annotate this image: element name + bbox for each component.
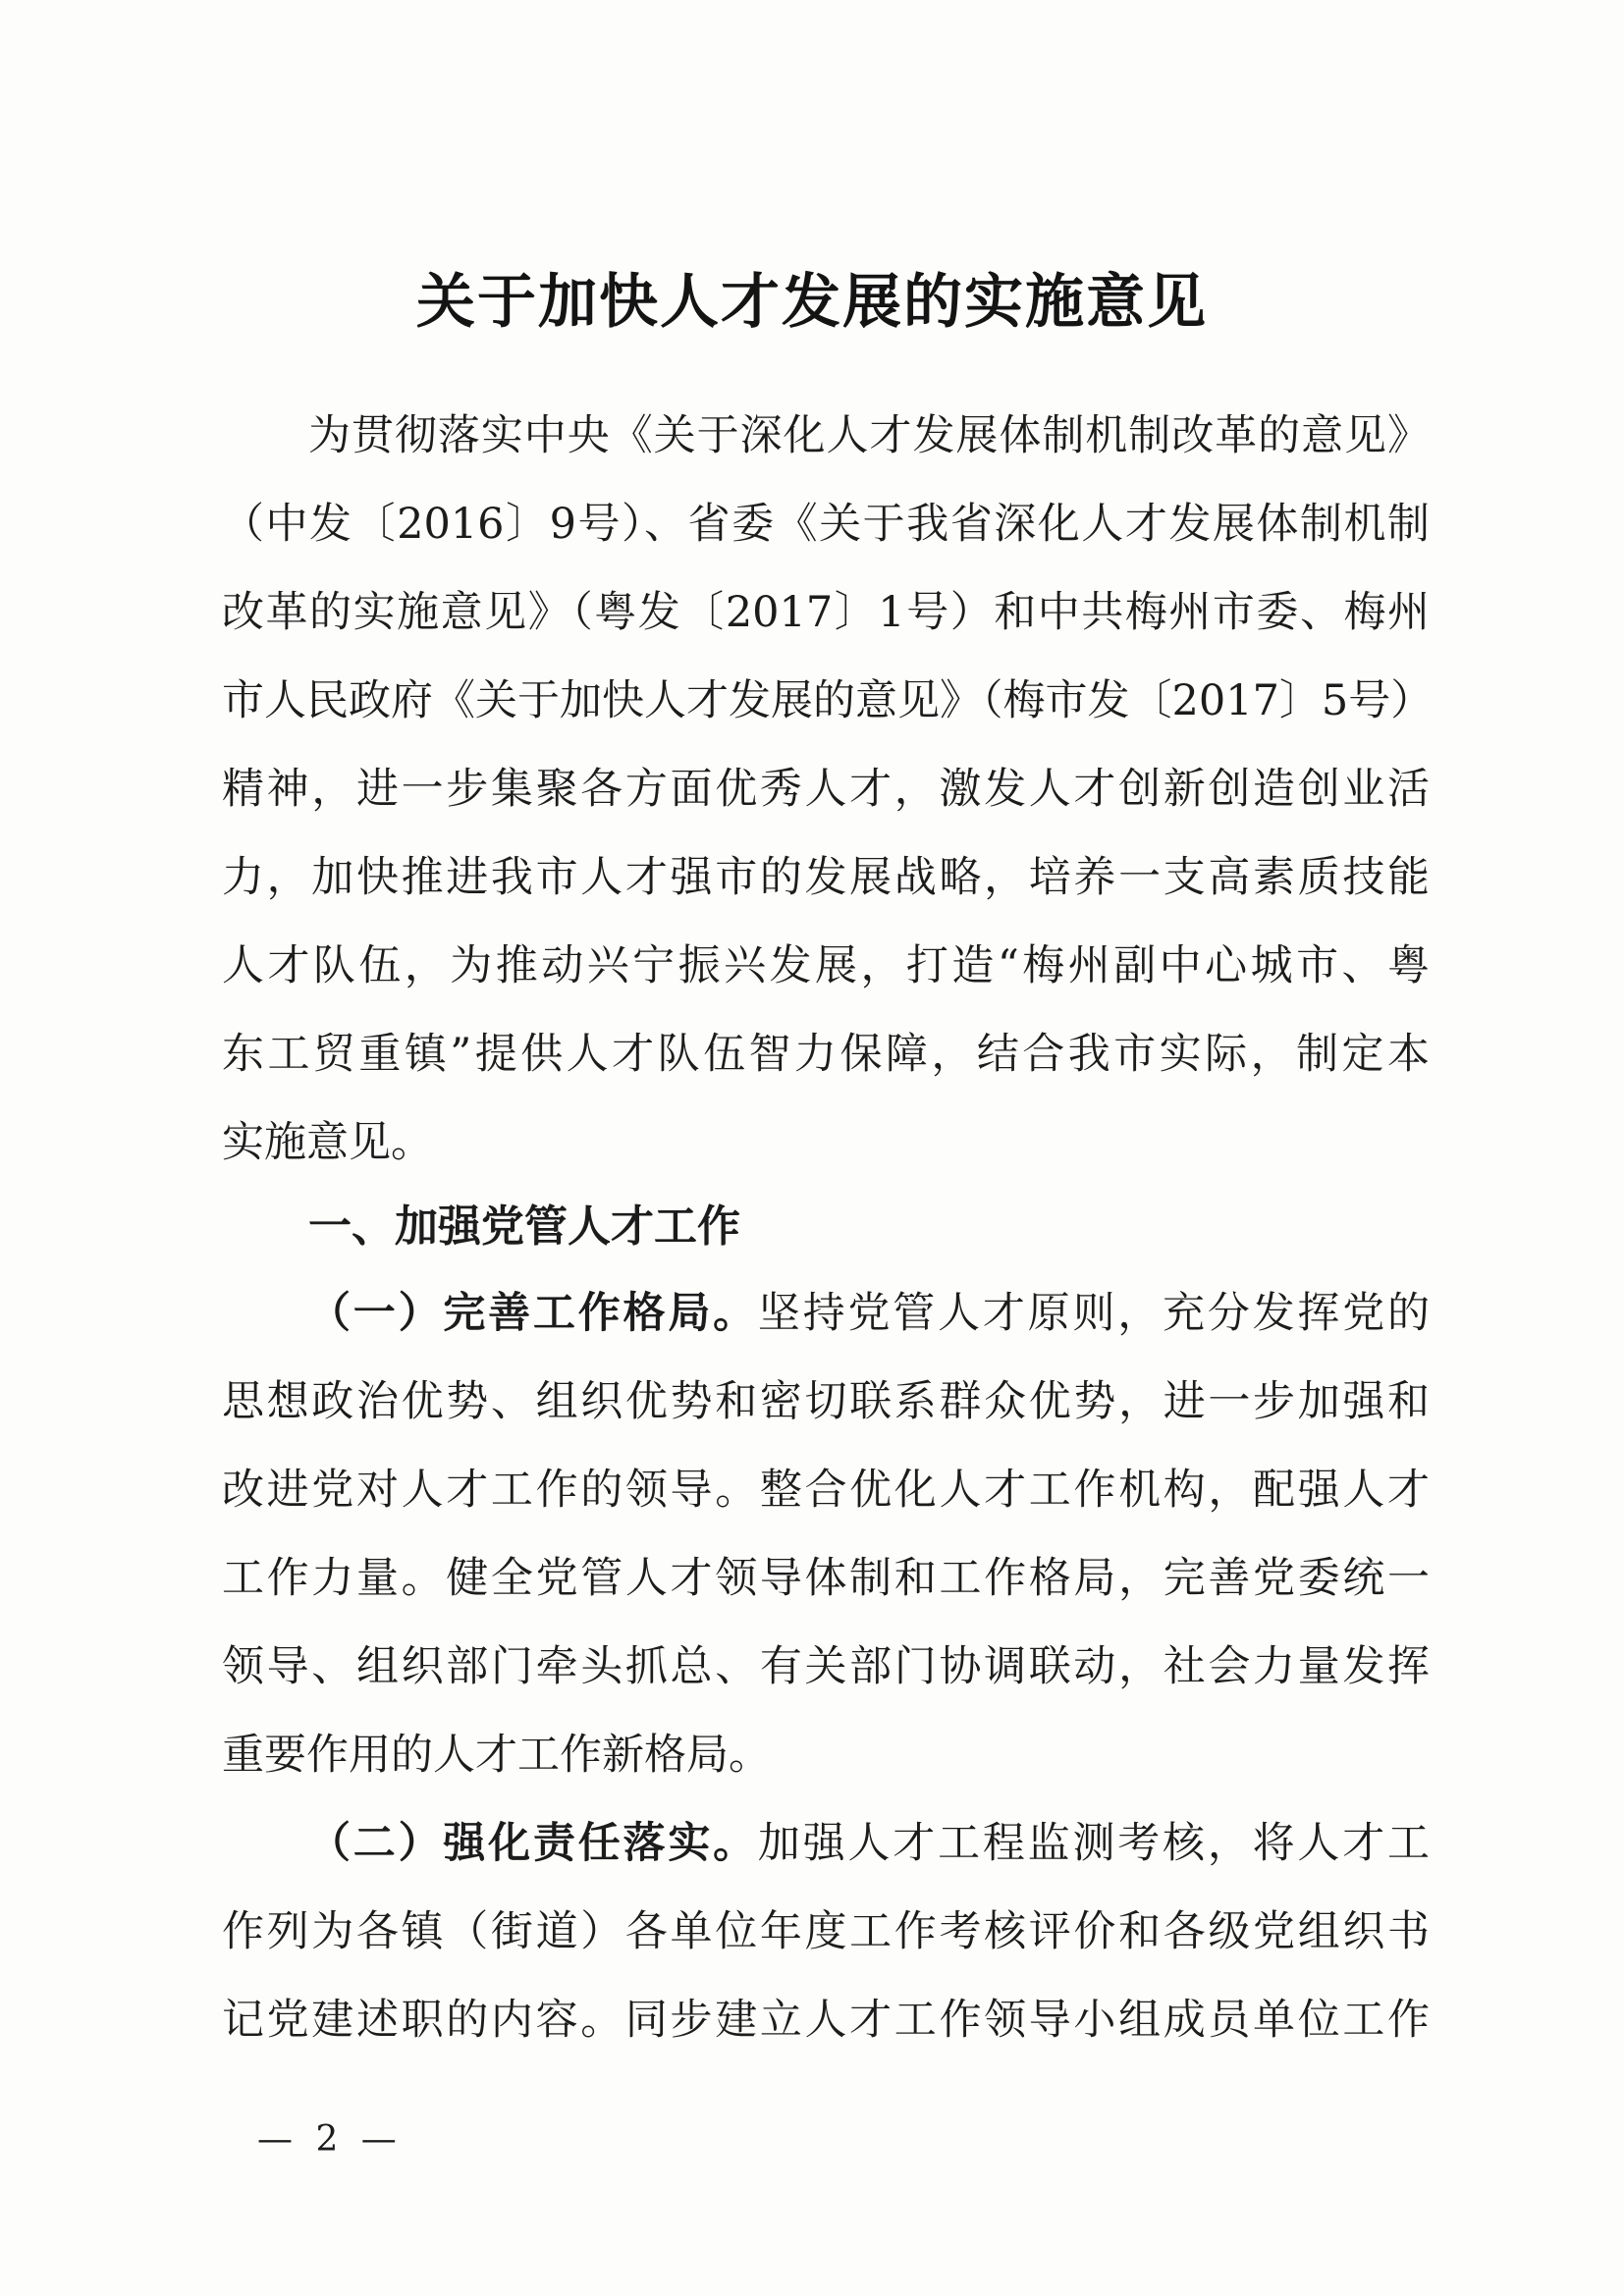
page-number: — 2 — [257, 2119, 403, 2160]
item1-line-3: 改进党对人才工作的领导。整合优化人才工作机构，配强人才 [222, 1466, 1430, 1515]
intro-line-4: 市人民政府《关于加快人才发展的意见》（梅市发〔2017〕5号） [222, 676, 1434, 725]
intro-line-8: 东工贸重镇”提供人才队伍智力保障，结合我市实际，制定本 [222, 1030, 1430, 1079]
item2-line-2: 作列为各镇（街道）各单位年度工作考核评价和各级党组织书 [222, 1907, 1430, 1956]
item2-lead: （二）强化责任落实。 [308, 1819, 758, 1868]
document-title: 关于加快人才发展的实施意见 [416, 268, 1208, 337]
intro-line-7: 人才队伍，为推动兴宁振兴发展，打造“梅州副中心城市、粤 [222, 941, 1430, 990]
item1-line-2: 思想政治优势、组织优势和密切联系群众优势，进一步加强和 [222, 1377, 1430, 1426]
intro-line-2: （中发〔2016〕9号）、省委《关于我省深化人才发展体制机制 [222, 500, 1430, 549]
item1-line-5: 领导、组织部门牵头抓总、有关部门协调联动，社会力量发挥 [222, 1642, 1430, 1691]
item1-line-6: 重要作用的人才工作新格局。 [222, 1731, 771, 1780]
item2-first-rest: 加强人才工程监测考核，将人才工 [757, 1819, 1431, 1868]
section-heading: 一、加强党管人才工作 [308, 1201, 740, 1252]
item1-line-4: 工作力量。健全党管人才领导体制和工作格局，完善党委统一 [222, 1554, 1430, 1603]
intro-line-3: 改革的实施意见》（粤发〔2017〕1号）和中共梅州市委、梅州 [222, 588, 1430, 637]
item2-first-line [308, 1804, 1430, 1883]
item1-lead: （一）完善工作格局。 [308, 1289, 758, 1338]
intro-line-6: 力，加快推进我市人才强市的发展战略，培养一支高素质技能 [222, 853, 1430, 902]
intro-line-5: 精神，进一步集聚各方面优秀人才，激发人才创新创造创业活 [222, 765, 1430, 814]
item1-first-line [308, 1274, 1430, 1353]
intro-line-9: 实施意见。 [222, 1118, 433, 1167]
item2-line-3: 记党建述职的内容。同步建立人才工作领导小组成员单位工作 [222, 1996, 1430, 2045]
intro-line-1: 为贯彻落实中央《关于深化人才发展体制机制改革的意见》 [308, 411, 1430, 460]
item1-first-rest: 坚持党管人才原则，充分发挥党的 [757, 1289, 1431, 1338]
